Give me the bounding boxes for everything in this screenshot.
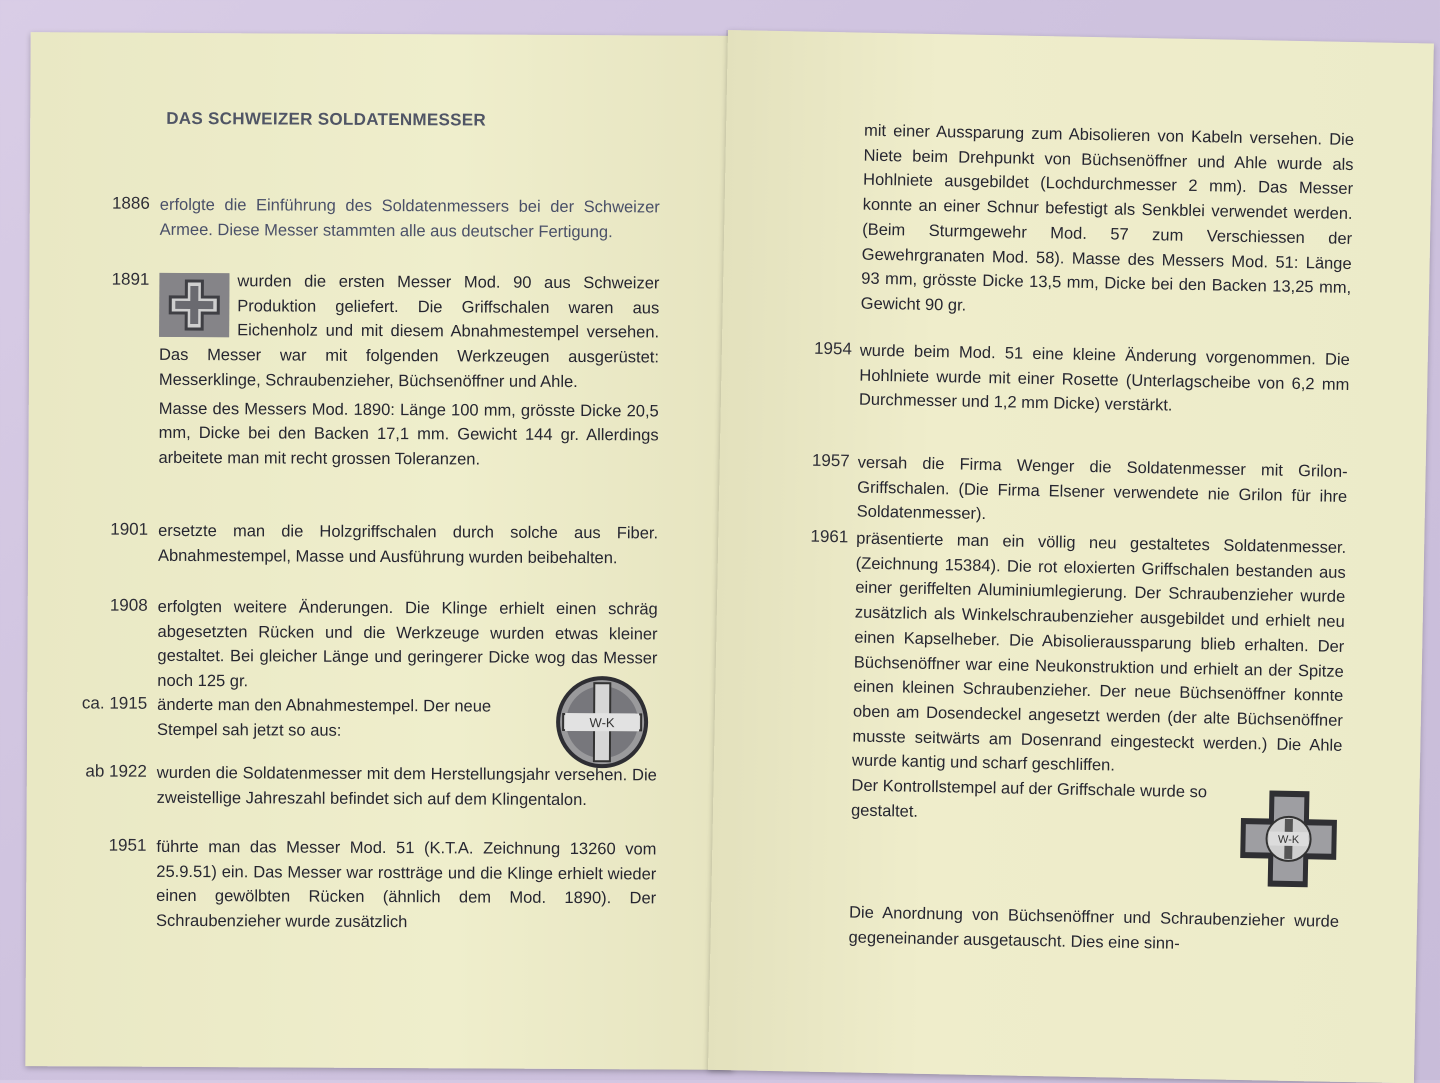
entry-text: Die Anordnung von Büchsenöffner und Schraubenzieher wurde gegeneinander ausgetauscht. Dies eine sinn- (848, 903, 1340, 953)
entry-year: 1951 (108, 835, 147, 855)
right-page (708, 30, 1434, 1083)
entry-1901 (110, 519, 659, 571)
entry-1951 (108, 835, 657, 936)
wk-cross-stamp-icon (1238, 788, 1340, 890)
stamp-label: W-K (1277, 833, 1300, 847)
entry-text: wurden die ersten Messer Mod. 90 aus Schweizer Produktion geliefert. Die Griffschalen waren aus Eichenholz und mit diesem Abnahmestempel versehen. Das Messer war mit folgenden Werkzeugen ausgerüstet: Messerklinge, Schraubenzieher, Büchsenöffner und Ahle. (158, 272, 660, 391)
entry-1886 (111, 193, 660, 245)
entry-ab-1922 (85, 761, 657, 813)
entry-ca-1915 (81, 693, 537, 744)
swiss-cross-stamp-icon (159, 273, 229, 337)
entry-1954 (813, 338, 1350, 423)
entry-text: wurden die Soldatenmesser mit dem Herstellungsjahr versehen. Die zweistellige Jahreszahl befindet sich auf dem Klingentalon. (156, 763, 657, 809)
entry-text: erfolgte die Einführung des Soldatenmessers bei der Schweizer Armee. Diese Messer stammten alle aus deutscher Fertigung. (159, 195, 660, 241)
entry-text: ersetzte man die Holzgriffschalen durch solche aus Fiber. Abnahmestempel, Masse und Ausführung wurden beibehalten. (157, 521, 659, 567)
entry-year: 1908 (109, 595, 148, 615)
entry-year: ca. 1915 (81, 693, 148, 713)
entry-1961 (810, 526, 1347, 833)
entry-1957 (811, 450, 1348, 535)
left-page (25, 32, 738, 1070)
entry-text: präsentierte man ein völlig neu gestaltetes Soldatenmesser. (Zeichnung 15384). Die rot eloxierten Griffschalen bestanden aus einer geriffelten Aluminiumlegierung. Der Schraubenzieher wurde zusätzlich als Winkelschraubenzieher ausgebildet und erhielt neu einen Kapselheber. Die Abisolieraussparung blieb erhalten. Der Büchsenöffner war eine Neukonstruktion und erhielt an der Spitze einen kleinen Schraubenzieher. Der neue Büchsenöffner konnte oben am Dosendeckel angesetzt werden (der alte Büchsenöffner musste seitwärts am Dosenrand eingesteckt werden.) Die Ahle wurde kantig und scharf geschliffen. (851, 529, 1347, 775)
entry-1951-continued (861, 119, 1355, 326)
entry-year: 1961 (810, 526, 849, 547)
entry-text: erfolgten weitere Änderungen. Die Klinge erhielt einen schräg abgesetzten Rücken und die Werkzeuge wurden etwas kleiner gestaltet. Bei gleicher Länge und geringerer Dicke wog das Messer noch 125 gr. (157, 597, 658, 691)
entry-text-stamp-note: Der Kontrollstempel auf der Griffschale wurde so gestaltet. (850, 776, 1208, 821)
entry-text: führte man das Messer Mod. 51 (K.T.A. Zeichnung 13260 vom 25.9.51) ein. Das Messer war rostträge und die Klinge erhielt wieder einen gewölbten Rücken (ähnlich dem Mod. 1890). Der Schraubenzieher wurde zusätzlich (156, 837, 657, 932)
entry-closing (848, 900, 1339, 959)
entry-year: ab 1922 (85, 761, 147, 781)
entry-text: versah die Firma Wenger die Soldatenmesser mit Grilon-Griffschalen. (Die Firma Elsener verwendete nie Grilon für ihre Soldatenmesser). (856, 453, 1348, 524)
entry-text: wurde beim Mod. 51 eine kleine Änderung vorgenommen. Die Hohlniete wurde mit einer Rosette (Unterlagscheibe von 6,2 mm Durchmesser und 1,2 mm Dicke) verstärkt. (858, 341, 1350, 416)
entry-text: änderte man den Abnahmestempel. Der neue Stempel sah jetzt so aus: (157, 695, 492, 740)
entry-year: 1891 (111, 269, 150, 289)
entry-1891 (111, 269, 660, 473)
entry-year: 1957 (811, 450, 850, 471)
entry-year: 1901 (110, 519, 149, 539)
entry-text-measurements: Masse des Messers Mod. 1890: Länge 100 mm, grösste Dicke 20,5 mm, Dicke bei den Backen 17,1 mm. Gewicht 144 gr. Allerdings arbeitete man mit recht grossen Toleranzen. (158, 399, 659, 469)
wk-round-stamp-icon (555, 675, 649, 769)
stamp-label: W-K (589, 715, 615, 731)
entry-year: 1954 (813, 338, 853, 359)
document-title: DAS SCHWEIZER SOLDATENMESSER (166, 108, 487, 130)
entry-year: 1886 (111, 193, 150, 213)
entry-text: mit einer Aussparung zum Abisolieren von Kabeln versehen. Die Niete beim Drehpunkt von Büchsenöffner und Ahle wurde als Hohlniete ausgebildet (Lochdurchmesser 2 mm). Das Messer konnte an einer Schnur befestigt als Senkblei verwendet werden. (Beim Sturmgewehr Mod. 57 zum Verschiessen der Gewehrgranaten Mod. 58). Masse des Messers Mod. 51: Länge 93 mm, grösste Dicke 13,5 mm, Dicke bei den Backen 13,25 mm, Gewicht 90 gr. (860, 121, 1355, 315)
